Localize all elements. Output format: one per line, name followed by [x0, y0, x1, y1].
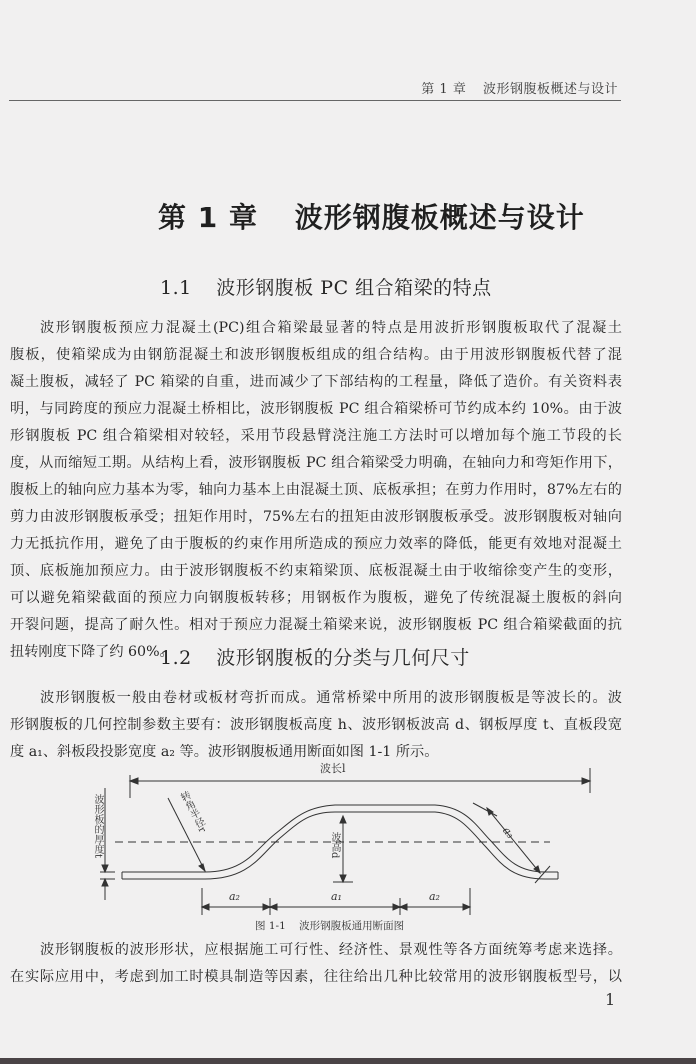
paragraph-1-2	[10, 685, 622, 766]
section-title-text: 波形钢腹板的分类与几何尺寸	[216, 647, 470, 669]
figure-corrugated-web-section	[92, 758, 615, 918]
wavelength-label: 波长l	[320, 762, 346, 775]
text-line: 度，从而缩短工期。从结构上看，波形钢腹板 PC 组合箱梁受力明确，在轴向力和弯矩作用下，	[10, 455, 622, 471]
figure-caption	[255, 918, 404, 933]
text-line: 剪力由波形钢腹板承受；扭矩作用时，75%左右的扭矩由波形钢腹板承受。波形钢腹板对轴向	[10, 509, 622, 525]
section-number: 1.2	[160, 647, 192, 669]
text-line: 开裂问题，提高了耐久性。相对于预应力混凝土箱梁来说，波形钢腹板 PC 组合箱梁截面的抗	[10, 617, 622, 633]
a2-left-label: a₂	[229, 890, 240, 903]
chapter-title	[158, 196, 585, 236]
wave-height-label: 波高d	[329, 832, 340, 859]
text-line: 腹板上的轴向应力基本为零，轴向力基本上由混凝土顶、底板承担；在剪力作用时，87%左右的	[10, 482, 622, 498]
corrugated-profile-diagram	[95, 758, 615, 918]
paragraph-closing	[10, 937, 622, 991]
thickness-label: 波形板的厚度t	[92, 794, 103, 859]
bend-radius-label: 转角半径r	[176, 789, 208, 835]
text-line: 波形钢腹板的波形形状，应根据施工可行性、经济性、景观性等各方面统筹考虑来选择。	[40, 942, 622, 958]
section-title-text: 波形钢腹板 PC 组合箱梁的特点	[216, 277, 492, 299]
text-line: 扭转刚度下降了约 60%。	[10, 644, 174, 660]
text-line: 力无抵抗作用，避免了由于腹板的约束作用所造成的预应力效率的降低，能更有效地对混凝土	[10, 536, 622, 552]
a1-label: a₁	[331, 890, 342, 903]
text-line: 形钢腹板的几何控制参数主要有：波形钢腹板高度 h、波形钢板波高 d、钢板厚度 t、直板段宽	[10, 717, 622, 733]
text-line: 凝土腹板，减轻了 PC 箱梁的自重，进而减少了下部结构的工程量，降低了造价。有关资料表	[10, 374, 622, 390]
paragraph-1-1	[10, 315, 622, 666]
section-heading-1-2	[160, 643, 470, 670]
figure-caption-text: 波形钢腹板通用断面图	[299, 920, 405, 932]
text-line: 明，与同跨度的预应力混凝土桥相比，波形钢腹板 PC 组合箱梁桥可节约成本约 10%。由于波	[10, 401, 622, 417]
text-line: 波形钢腹板预应力混凝土(PC)组合箱梁最显著的特点是用波折形钢腹板取代了混凝土	[40, 320, 622, 336]
running-header-chapter: 第 1 章	[421, 82, 467, 97]
text-line: 形钢腹板 PC 组合箱梁相对较轻，采用节段悬臂浇注施工方法时可以增加每个施工节段的长	[10, 428, 622, 444]
running-header-title: 波形钢腹板概述与设计	[482, 82, 618, 97]
scan-bottom-edge	[0, 1058, 696, 1064]
header-rule	[9, 100, 621, 101]
chapter-title-text: 波形钢腹板概述与设计	[294, 201, 585, 234]
chapter-number: 第 1 章	[158, 201, 258, 234]
page-number: 1	[605, 990, 616, 1009]
figure-number: 图 1-1	[255, 920, 286, 932]
text-line: 可以避免箱梁截面的预应力向钢腹板转移；用钢板作为腹板，避免了传统混凝土腹板的斜向	[10, 590, 622, 606]
section-number: 1.1	[160, 277, 192, 299]
text-line: 腹板，使箱梁成为由钢筋混凝土和波形钢腹板组成的组合结构。由于用波形钢腹板代替了混	[10, 347, 622, 363]
text-line: 波形钢腹板一般由卷材或板材弯折而成。通常桥梁中所用的波形钢腹板是等波长的。波	[40, 690, 622, 706]
text-line: 度 a₁、斜板段投影宽度 a₂ 等。波形钢腹板通用断面如图 1-1 所示。	[10, 744, 439, 760]
running-header	[421, 78, 618, 97]
text-line: 顶、底板施加预应力。由于波形钢腹板不约束箱梁顶、底板混凝土由于收缩徐变产生的变形，	[10, 563, 622, 579]
section-heading-1-1	[160, 273, 492, 300]
text-line: 在实际应用中，考虑到加工时模具制造等因素，往往给出几种比较常用的波形钢腹板型号，以	[10, 969, 622, 985]
a2-right-label: a₂	[429, 890, 440, 903]
a3-label: a₃	[499, 824, 517, 841]
